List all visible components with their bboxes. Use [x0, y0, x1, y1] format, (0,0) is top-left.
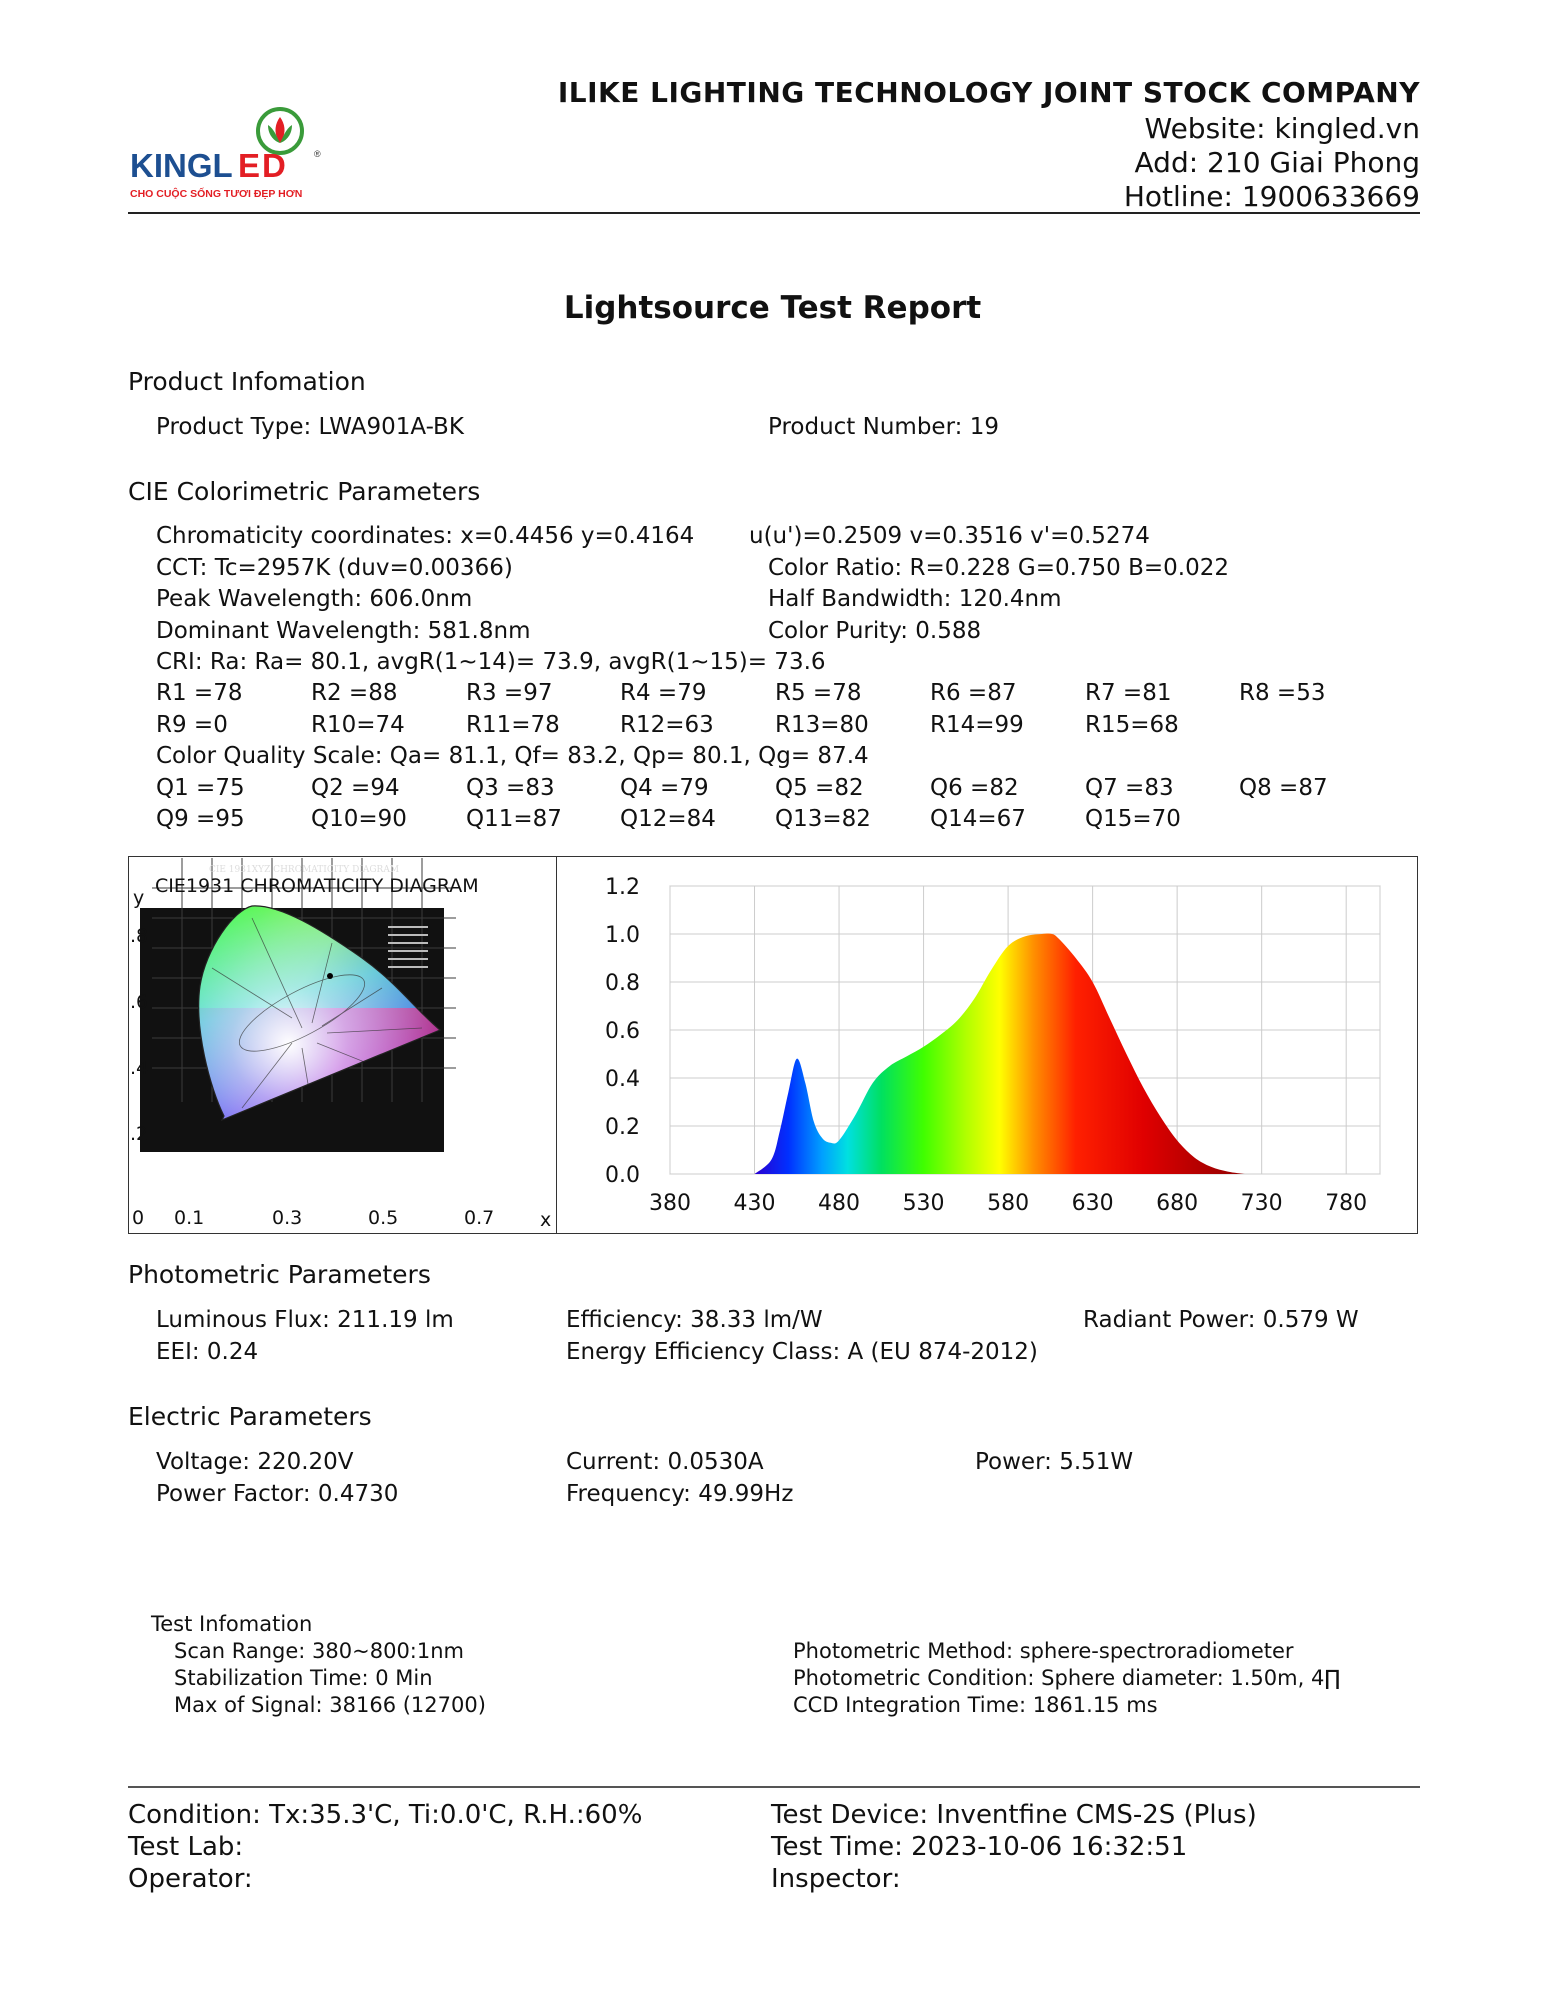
- r-value: R15=68: [1085, 712, 1179, 738]
- logo-slogan: CHO CUỘC SỐNG TƯƠI ĐẸP HƠN: [130, 188, 303, 200]
- spectrum-x-tick-label: 430: [733, 1191, 776, 1216]
- eei-value: EEI: 0.24: [156, 1339, 259, 1365]
- spectrum-y-tick-label: 0.0: [605, 1163, 640, 1188]
- report-title: Lightsource Test Report: [563, 290, 982, 326]
- r-value: R6 =87: [930, 680, 1017, 706]
- q-value: Q2 =94: [311, 775, 400, 801]
- r-value: R14=99: [930, 712, 1024, 738]
- r-value: R5 =78: [775, 680, 862, 706]
- r-value: R4 =79: [620, 680, 707, 706]
- spectrum-y-tick-label: 0.4: [605, 1067, 640, 1092]
- logo-wordmark: KINGL: [130, 147, 233, 184]
- cie-x-tick: 0.5: [368, 1207, 399, 1229]
- company-website: Website: kingled.vn: [1144, 112, 1420, 145]
- voltage: Voltage: 220.20V: [156, 1449, 354, 1475]
- spectrum-x-tick-label: 380: [649, 1191, 691, 1216]
- photometric-heading: Photometric Parameters: [128, 1260, 431, 1289]
- spectrum-x-ticks: [649, 1191, 1367, 1216]
- r-value: R9 =0: [156, 712, 228, 738]
- q-value: Q8 =87: [1239, 775, 1328, 801]
- cie-y-tick: .8: [130, 925, 149, 947]
- q-value: Q6 =82: [930, 775, 1019, 801]
- test-condition: Condition: Tx:35.3'C, Ti:0.0'C, R.H.:60%: [128, 1800, 643, 1830]
- company-logo: [128, 105, 338, 205]
- r-value: R10=74: [311, 712, 405, 738]
- photometric-condition: Photometric Condition: Sphere diameter: 1.50m, 4∏: [793, 1666, 1341, 1690]
- product-info-heading: Product Infomation: [128, 367, 366, 396]
- r-value: R7 =81: [1085, 680, 1172, 706]
- cie-y-tick: .2: [130, 1123, 149, 1145]
- test-info-heading: Test Infomation: [151, 1612, 313, 1636]
- svg-text:®: ®: [314, 149, 321, 159]
- test-lab: Test Lab:: [128, 1832, 244, 1862]
- color-purity: Color Purity: 0.588: [768, 618, 982, 644]
- inspector: Inspector:: [771, 1864, 901, 1894]
- q-value: Q9 =95: [156, 806, 245, 832]
- spectrum-chart: [560, 858, 1416, 1232]
- spectrum-x-tick-label: 630: [1071, 1191, 1114, 1216]
- peak-wavelength: Peak Wavelength: 606.0nm: [156, 586, 473, 612]
- q-value: Q1 =75: [156, 775, 245, 801]
- photometric-method: Photometric Method: sphere-spectroradiometer: [793, 1639, 1294, 1663]
- electric-heading: Electric Parameters: [128, 1402, 372, 1431]
- efficiency: Efficiency: 38.33 lm/W: [566, 1307, 823, 1333]
- spectrum-y-tick-label: 1.0: [605, 923, 640, 948]
- cie-x-tick: 0.1: [174, 1207, 205, 1229]
- radiant-power: Radiant Power: 0.579 W: [1083, 1307, 1359, 1333]
- cie-params-heading: CIE Colorimetric Parameters: [128, 477, 481, 506]
- header-divider: [128, 212, 1420, 214]
- spectrum-y-tick-label: 0.6: [605, 1019, 640, 1044]
- power-factor: Power Factor: 0.4730: [156, 1481, 399, 1507]
- ccd-integration-time: CCD Integration Time: 1861.15 ms: [793, 1693, 1158, 1717]
- company-address: Add: 210 Giai Phong: [1134, 146, 1420, 179]
- q-value: Q10=90: [311, 806, 407, 832]
- energy-efficiency-class: Energy Efficiency Class: A (EU 874-2012): [566, 1339, 1038, 1365]
- svg-text:D: D: [262, 147, 286, 184]
- spectrum-x-tick-label: 780: [1325, 1191, 1368, 1216]
- spectrum-y-tick-label: 1.2: [605, 875, 640, 900]
- r-value: R8 =53: [1239, 680, 1326, 706]
- r-value: R2 =88: [311, 680, 398, 706]
- q-value: Q13=82: [775, 806, 871, 832]
- r-value: R1 =78: [156, 680, 243, 706]
- operator: Operator:: [128, 1864, 253, 1894]
- scan-range: Scan Range: 380~800:1nm: [174, 1639, 465, 1663]
- spectrum-x-tick-label: 480: [818, 1191, 861, 1216]
- r-value: R12=63: [620, 712, 714, 738]
- r-value: R3 =97: [466, 680, 553, 706]
- svg-text:E: E: [238, 147, 261, 184]
- max-signal: Max of Signal: 38166 (12700): [174, 1693, 486, 1717]
- cie-y-tick: .4: [130, 1057, 149, 1079]
- q-value: Q4 =79: [620, 775, 709, 801]
- spectrum-y-tick-label: 0.8: [605, 971, 640, 996]
- color-quality-scale: Color Quality Scale: Qa= 81.1, Qf= 83.2, Qp= 80.1, Qg= 87.4: [156, 743, 869, 769]
- test-device: Test Device: Inventfine CMS-2S (Plus): [771, 1800, 1257, 1830]
- cie-x-axis-label: x: [540, 1209, 552, 1231]
- footer-divider: [128, 1786, 1420, 1788]
- cct-value: CCT: Tc=2957K (duv=0.00366): [156, 555, 513, 581]
- cie-x-tick: 0.3: [272, 1207, 303, 1229]
- spectrum-y-tick-label: 0.2: [605, 1115, 640, 1140]
- q-value: Q3 =83: [466, 775, 555, 801]
- cie-measured-point: [327, 973, 333, 979]
- q-value: Q15=70: [1085, 806, 1181, 832]
- uv-coordinates: u(u')=0.2509 v=0.3516 v'=0.5274: [749, 523, 1150, 549]
- test-time: Test Time: 2023-10-06 16:32:51: [771, 1832, 1188, 1862]
- spectrum-x-tick-label: 530: [902, 1191, 945, 1216]
- cie-y-tick: .6: [130, 991, 149, 1013]
- dominant-wavelength: Dominant Wavelength: 581.8nm: [156, 618, 531, 644]
- spectrum-x-tick-label: 680: [1156, 1191, 1199, 1216]
- product-number: Product Number: 19: [768, 414, 999, 440]
- cie-diagram-title: CIE1931 CHROMATICITY DIAGRAM: [155, 875, 479, 897]
- spectrum-x-tick-label: 730: [1240, 1191, 1283, 1216]
- cie-inner-title: CIE 1931XYZ CHROMATICITY DIAGRAM: [208, 865, 400, 875]
- cie-chromaticity-diagram: [130, 858, 558, 1232]
- color-ratio: Color Ratio: R=0.228 G=0.750 B=0.022: [768, 555, 1230, 581]
- cie-x-tick: 0: [132, 1207, 145, 1229]
- luminous-flux: Luminous Flux: 211.19 lm: [156, 1307, 454, 1333]
- frequency: Frequency: 49.99Hz: [566, 1481, 794, 1507]
- chromaticity-coordinates: Chromaticity coordinates: x=0.4456 y=0.4164: [156, 523, 695, 549]
- half-bandwidth: Half Bandwidth: 120.4nm: [768, 586, 1062, 612]
- q-value: Q5 =82: [775, 775, 864, 801]
- spectrum-y-ticks: [605, 875, 640, 1188]
- cie-y-axis-label: y: [133, 887, 145, 909]
- cri-summary: CRI: Ra: Ra= 80.1, avgR(1~14)= 73.9, avgR(1~15)= 73.6: [156, 649, 826, 675]
- product-type: Product Type: LWA901A-BK: [156, 414, 464, 440]
- cie-x-tick: 0.7: [464, 1207, 495, 1229]
- q-value: Q11=87: [466, 806, 562, 832]
- current: Current: 0.0530A: [566, 1449, 764, 1475]
- stabilization-time: Stabilization Time: 0 Min: [174, 1666, 433, 1690]
- q-value: Q12=84: [620, 806, 716, 832]
- r-value: R13=80: [775, 712, 869, 738]
- q-value: Q14=67: [930, 806, 1026, 832]
- company-hotline: Hotline: 1900633669: [1123, 180, 1420, 213]
- r-value: R11=78: [466, 712, 560, 738]
- q-value: Q7 =83: [1085, 775, 1174, 801]
- company-name: ILIKE LIGHTING TECHNOLOGY JOINT STOCK COMPANY: [557, 76, 1420, 109]
- power: Power: 5.51W: [975, 1449, 1134, 1475]
- spectrum-x-tick-label: 580: [987, 1191, 1030, 1216]
